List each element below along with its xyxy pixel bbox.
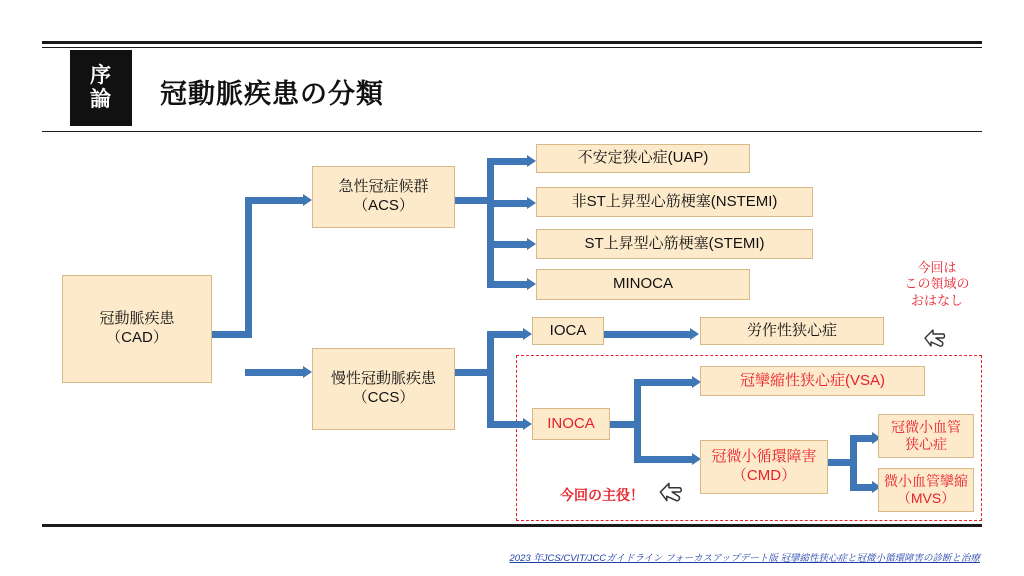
connector-ccs-to-inoca	[487, 421, 523, 428]
node-mvs-line-2: （MVS）	[896, 490, 956, 506]
connector-cmd-to-mvs	[850, 484, 872, 491]
node-cmd-line-2: （CMD）	[731, 467, 797, 484]
pointing-hand-icon-main	[655, 478, 685, 506]
node-cmd[interactable]	[700, 440, 828, 494]
page-title: 冠動脈疾患の分類	[160, 79, 384, 109]
section-badge-char-1: 序	[90, 64, 112, 88]
node-minoca[interactable]: MINOCA	[536, 269, 750, 300]
annotation-region-note-line-1: 今回は	[917, 260, 957, 275]
arrow-to-inoca	[523, 418, 532, 430]
arrow-to-nstemi	[527, 197, 536, 209]
arrow-to-ioca	[523, 328, 532, 340]
footer-reference-link[interactable]: 2023 年JCS/CVIT/JCCガイドライン フォーカスアップデート版 冠攣縮性狭心症と冠微小循環障害の診断と治療	[509, 553, 980, 564]
connector-ccs-to-ioca	[487, 331, 523, 338]
annotation-main-note: 今回の主役！	[560, 487, 644, 503]
connector-acs-to-minoca	[487, 281, 527, 288]
node-cad-line-1: 冠動脈疾患	[99, 310, 175, 328]
connector-cmd-to-cma	[850, 435, 872, 442]
connector-cad-to-ccs	[245, 369, 303, 376]
node-acs[interactable]	[312, 166, 455, 228]
node-nstemi[interactable]: 非ST上昇型心筋梗塞(NSTEMI)	[536, 187, 813, 217]
node-cma-line-1: 冠微小血管	[891, 418, 961, 435]
connector-inoca-to-cmd	[634, 456, 692, 463]
header-rule-top	[42, 41, 982, 44]
header-rule-bottom	[42, 131, 982, 132]
node-mvs[interactable]	[878, 468, 974, 512]
arrow-to-effort	[690, 328, 699, 340]
arrow-to-stemi	[527, 238, 536, 250]
connector-ioca-to-effort	[604, 331, 690, 338]
footer-rule	[42, 524, 982, 527]
section-badge	[70, 50, 132, 126]
connector-acs-vertical	[487, 158, 494, 284]
node-inoca[interactable]: INOCA	[532, 408, 610, 440]
node-vsa[interactable]: 冠攣縮性狭心症(VSA)	[700, 366, 925, 396]
section-badge-char-2: 論	[90, 88, 112, 111]
connector-cmd-vertical	[850, 435, 857, 491]
node-ccs-line-2: （CCS）	[352, 389, 415, 406]
node-mvs-line-1: 微小血管攣縮	[884, 472, 968, 489]
annotation-region-note-line-2: この領域の	[904, 276, 970, 292]
node-ccs[interactable]	[312, 348, 455, 430]
arrow-to-uap	[527, 155, 536, 167]
node-acs-line-2: （ACS）	[353, 197, 414, 214]
arrow-to-ccs	[303, 366, 312, 378]
node-effort-angina[interactable]: 労作性狭心症	[700, 317, 884, 345]
annotation-region-note	[882, 260, 992, 309]
connector-inoca-vertical	[634, 379, 641, 463]
annotation-region-note-line-3: おはなし	[910, 292, 963, 308]
connector-cad-vertical	[245, 197, 252, 338]
node-ioca[interactable]: IOCA	[532, 317, 604, 345]
node-cma-line-2: 狭心症	[905, 436, 947, 452]
pointing-hand-icon-region	[920, 325, 948, 351]
node-acs-line-1: 急性冠症候群	[338, 178, 429, 196]
connector-ccs-vertical	[487, 331, 494, 428]
connector-acs-to-stemi	[487, 241, 527, 248]
node-stemi[interactable]: ST上昇型心筋梗塞(STEMI)	[536, 229, 813, 259]
connector-cad-to-acs	[245, 197, 303, 204]
arrow-to-acs	[303, 194, 312, 206]
node-cad-line-2: （CAD）	[106, 329, 168, 346]
arrow-to-minoca	[527, 278, 536, 290]
header-rule-top-thin	[42, 47, 982, 48]
node-uap[interactable]: 不安定狭心症(UAP)	[536, 144, 750, 173]
connector-acs-to-uap	[487, 158, 527, 165]
node-cad[interactable]	[62, 275, 212, 383]
node-coronary-microvascular-angina[interactable]	[878, 414, 974, 458]
node-ccs-line-1: 慢性冠動脈疾患	[330, 370, 436, 388]
connector-inoca-to-vsa	[634, 379, 692, 386]
node-cmd-line-1: 冠微小循環障害	[711, 448, 817, 466]
connector-acs-to-nstemi	[487, 200, 527, 207]
